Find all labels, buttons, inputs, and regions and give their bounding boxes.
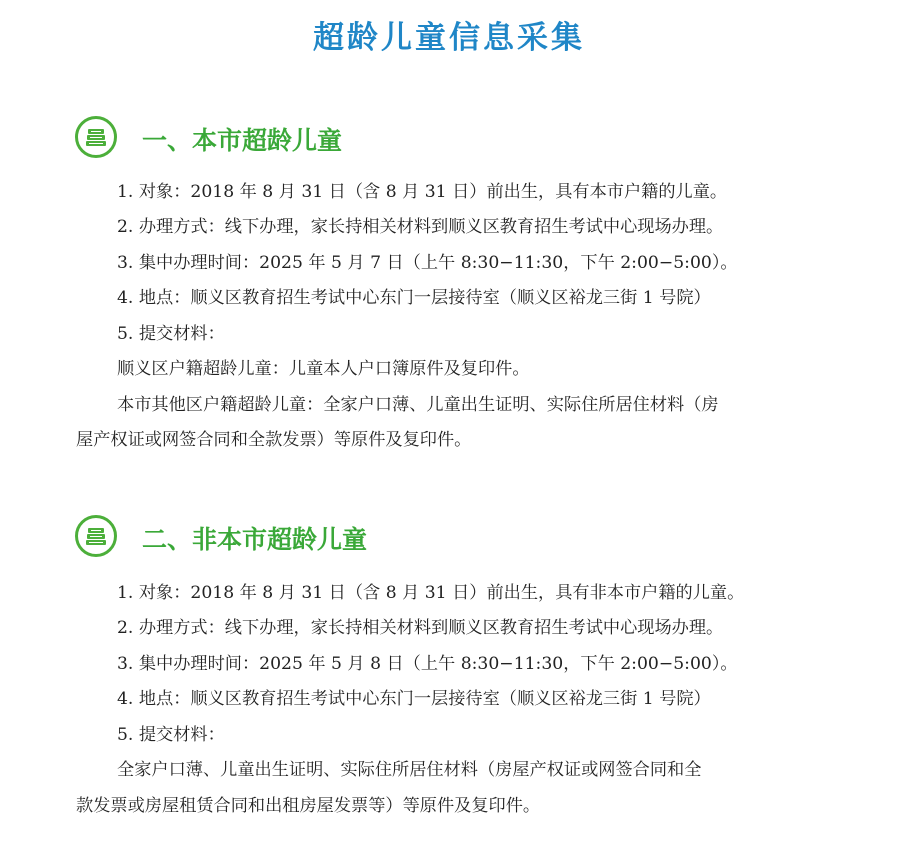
material-text: 全家户口薄、儿童出生证明、实际住所居住材料（房屋产权证或网签合同和全 bbox=[117, 760, 702, 780]
item-method: 2. 办理方式：线下办理，家长持相关材料到顺义区教育招生考试中心现场办理。 bbox=[117, 217, 724, 237]
page-title: 超龄儿童信息采集 bbox=[313, 20, 585, 56]
item-target: 1. 对象：2018 年 8 月 31 日（含 8 月 31 日）前出生，具有非本市户籍的儿童。 bbox=[117, 583, 745, 603]
item-location: 4. 地点：顺义区教育招生考试中心东门一层接待室（顺义区裕龙三街 1 号院） bbox=[117, 689, 711, 709]
item-method: 2. 办理方式：线下办理，家长持相关材料到顺义区教育招生考试中心现场办理。 bbox=[117, 618, 724, 638]
material-text: 本市其他区户籍超龄儿童：全家户口薄、儿童出生证明、实际住所居住材料（房 bbox=[117, 395, 719, 415]
book-stack-icon bbox=[75, 116, 117, 158]
item-location: 4. 地点：顺义区教育招生考试中心东门一层接待室（顺义区裕龙三街 1 号院） bbox=[117, 288, 711, 308]
material-text: 款发票或房屋租赁合同和出租房屋发票等）等原件及复印件。 bbox=[76, 796, 541, 816]
section-header bbox=[0, 116, 898, 162]
section-heading: 一、本市超龄儿童 bbox=[142, 126, 343, 155]
section-heading: 二、非本市超龄儿童 bbox=[142, 525, 368, 554]
section-header bbox=[0, 515, 898, 561]
item-time: 3. 集中办理时间：2025 年 5 月 8 日（上午 8:30−11:30，下午 2:00−5:00）。 bbox=[117, 654, 738, 674]
item-materials-label: 5. 提交材料： bbox=[117, 725, 225, 745]
item-materials-label: 5. 提交材料： bbox=[117, 324, 225, 344]
section-local-children bbox=[0, 116, 898, 450]
material-text: 顺义区户籍超龄儿童：儿童本人户口簿原件及复印件。 bbox=[117, 359, 530, 379]
item-time: 3. 集中办理时间：2025 年 5 月 7 日（上午 8:30−11:30，下午 2:00−5:00）。 bbox=[117, 253, 738, 273]
material-text: 屋产权证或网签合同和全款发票）等原件及复印件。 bbox=[76, 430, 472, 450]
book-stack-icon bbox=[75, 515, 117, 557]
section-nonlocal-children bbox=[0, 515, 898, 816]
item-target: 1. 对象：2018 年 8 月 31 日（含 8 月 31 日）前出生，具有本市户籍的儿童。 bbox=[117, 182, 728, 202]
